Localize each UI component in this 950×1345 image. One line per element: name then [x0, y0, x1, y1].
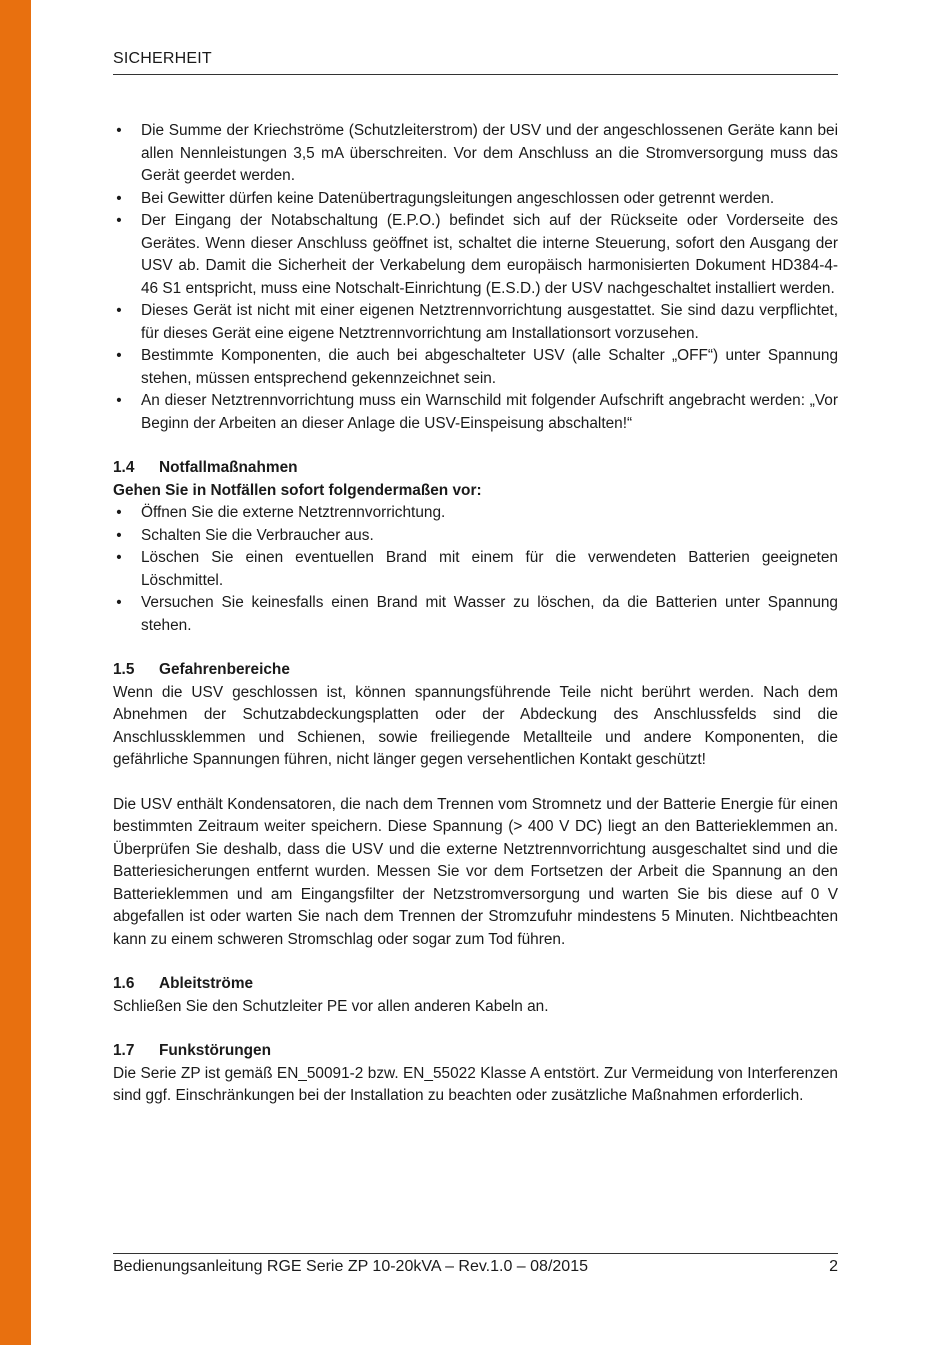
- bullet-icon: •: [116, 392, 122, 409]
- page-content: [113, 120, 838, 1108]
- page-footer: [113, 1258, 838, 1276]
- intro-bullet-list: [113, 120, 838, 435]
- section-ableitstroeme: [113, 973, 838, 1018]
- paragraph: Die USV enthält Kondensatoren, die nach dem Trennen vom Stromnetz und der Batterie Energie für einen bestimmten Zeitraum weiter speichern. Diese Spannung (> 400 V DC) liegt an den Batterieklemmen an. Überprüfen Sie deshalb, dass die USV und die externe Netztrennvorrichtung ausgeschaltet sind und die Batteriesicherungen entfernt wurden. Messen Sie vor dem Fortsetzen der Arbeit die Spannung an den Batterieklemmen und am Eingangsfilter der Netzstromversorgung und warten Sie bis diese auf 0 V abgefallen ist oder warten Sie nach dem Trennen der Stromzufuhr mindestens 5 Minuten. Nichtbeachten kann zu einem schweren Stromschlag oder sogar zum Tod führen.: [113, 795, 838, 948]
- list-item: • Bei Gewitter dürfen keine Datenübertragungsleitungen angeschlossen oder getrennt werden.: [113, 188, 838, 211]
- emergency-bullet-list: [113, 502, 838, 637]
- bullet-icon: •: [116, 504, 122, 521]
- section-gefahrenbereiche: [113, 659, 838, 951]
- bullet-icon: •: [116, 549, 122, 566]
- list-item: • Schalten Sie die Verbraucher aus.: [113, 525, 838, 548]
- bullet-icon: •: [116, 526, 122, 544]
- page-number: 2: [829, 1258, 838, 1275]
- paragraph: Wenn die USV geschlossen ist, können spannungsführende Teile nicht berührt werden. Nach dem Abnehmen der Schutzabdeckungsplatten oder der Abdeckung des Anschlussfelds sind die Anschlussklemmen und Schienen, sowie freiliegende Metallteile und andere Komponenten, die gefährliche Spannungen führen, nicht länger gegen versehentlichen Kontakt geschützt!: [113, 683, 838, 768]
- paragraph: Die Serie ZP ist gemäß EN_50091-2 bzw. EN_55022 Klasse A entstört. Zur Vermeidung von Interferenzen sind ggf. Einschränkungen bei der Installation zu beachten oder zusätzliche Maßnahmen erforderlich.: [113, 1064, 838, 1104]
- section-heading: 1.5 Gefahrenbereiche: [113, 661, 290, 678]
- list-item: • An dieser Netztrennvorrichtung muss ein Warnschild mit folgender Aufschrift angebracht werden: „Vor Beginn der Arbeiten an dieser Anlage die USV-Einspeisung abschalten!“: [113, 390, 838, 435]
- orange-side-bar: [0, 0, 31, 1345]
- section-notfallmassnahmen: [113, 457, 838, 637]
- footer-divider: [113, 1253, 838, 1254]
- section-funkstoerungen: [113, 1040, 838, 1108]
- bullet-icon: •: [116, 189, 122, 207]
- list-item: • Der Eingang der Notabschaltung (E.P.O.) befindet sich auf der Rückseite oder Vorderseite des Gerätes. Wenn dieser Anschluss geöffnet ist, schaltet die interne Steuerung, sofort den Ausgang der USV ab. Damit die Sicherheit der Verkabelung dem europäisch harmonisierten Dokument HD384-4-46 S1 entspricht, muss eine Notschalt-Einrichtung (E.S.D.) der USV nachgeschaltet installiert werden.: [113, 210, 838, 300]
- footer-title: Bedienungsanleitung RGE Serie ZP 10-20kVA – Rev.1.0 – 08/2015: [113, 1258, 588, 1275]
- bullet-icon: •: [116, 212, 122, 229]
- section-heading: 1.4 Notfallmaßnahmen: [113, 459, 298, 476]
- list-item: • Versuchen Sie keinesfalls einen Brand mit Wasser zu löschen, da die Batterien unter Spannung stehen.: [113, 592, 838, 637]
- section-heading: 1.7 Funkstörungen: [113, 1042, 272, 1059]
- section-subheading: Gehen Sie in Notfällen sofort folgendermaßen vor:: [113, 481, 482, 499]
- list-item: • Dieses Gerät ist nicht mit einer eigenen Netztrennvorrichtung ausgestattet. Sie sind dazu verpflichtet, für dieses Gerät eine eigene Netztrennvorrichtung am Installationsort vorzusehen.: [113, 300, 838, 345]
- bullet-icon: •: [116, 594, 122, 611]
- list-item: • Bestimmte Komponenten, die auch bei abgeschalteter USV (alle Schalter „OFF“) unter Spannung stehen, müssen entsprechend gekennzeichnet sein.: [113, 345, 838, 390]
- list-item: • Öffnen Sie die externe Netztrennvorrichtung.: [113, 502, 838, 525]
- header-divider: [113, 74, 838, 75]
- bullet-icon: •: [116, 302, 122, 319]
- section-heading: 1.6 Ableitströme: [113, 975, 254, 992]
- list-item: • Die Summe der Kriechströme (Schutzleiterstrom) der USV und der angeschlossenen Geräte kann bei allen Nennleistungen 3,5 mA überschreiten. Vor dem Anschluss an die Stromversorgung muss das Gerät geerdet werden.: [113, 120, 838, 188]
- paragraph: Schließen Sie den Schutzleiter PE vor allen anderen Kabeln an.: [113, 997, 549, 1015]
- page-header: SICHERHEIT: [113, 50, 212, 67]
- bullet-icon: •: [116, 347, 122, 364]
- list-item: • Löschen Sie einen eventuellen Brand mit einem für die verwendeten Batterien geeigneten Löschmittel.: [113, 547, 838, 592]
- bullet-icon: •: [116, 122, 122, 139]
